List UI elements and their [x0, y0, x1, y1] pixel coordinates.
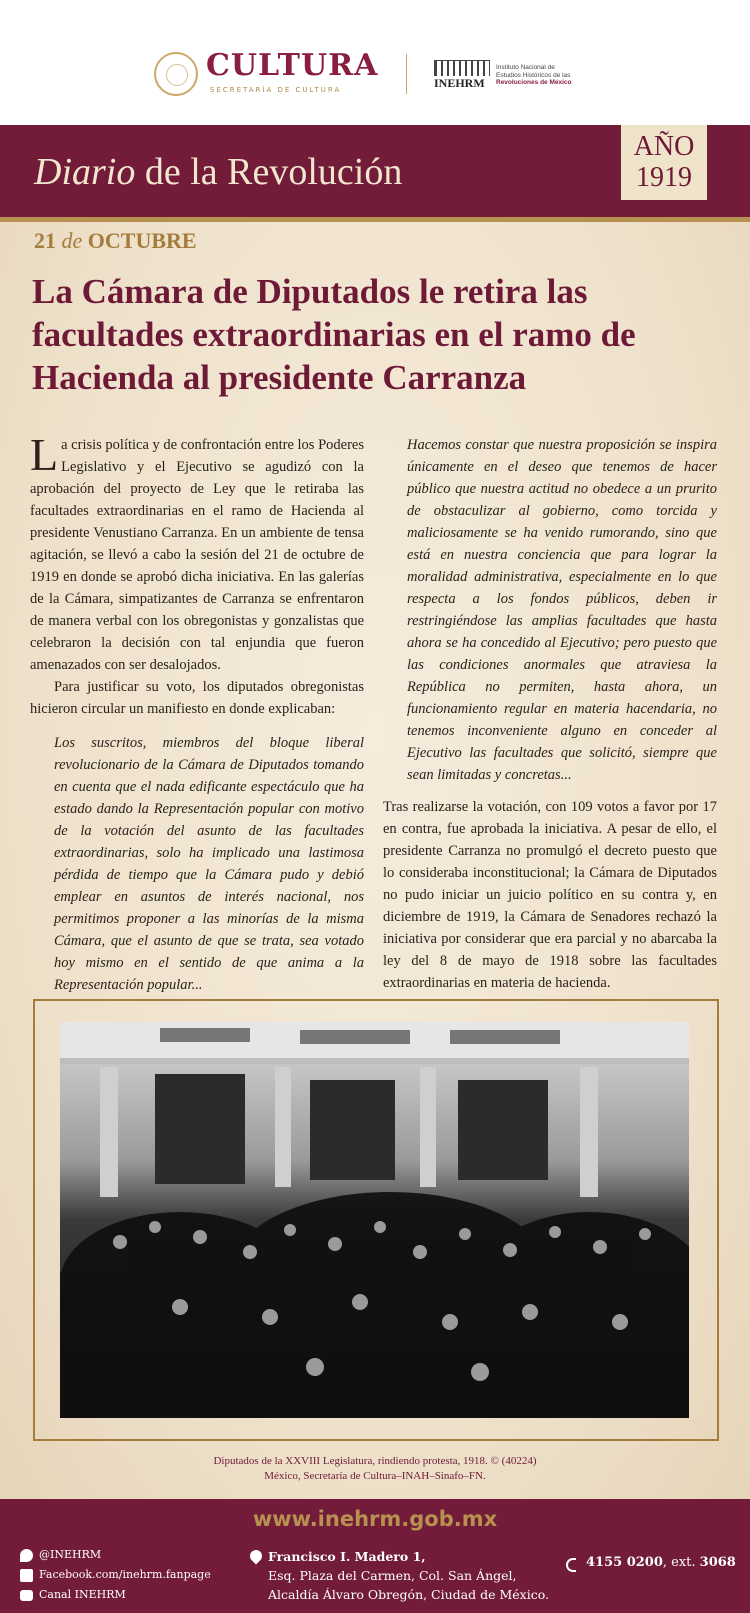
paragraph-1: La crisis política y de confrontación entre los Poderes Legislativo y el Ejecutivo se agudizó con la aprobación del proyecto de Ley que le retiraba las facultades extraordinarias en el ramo de Hacienda al presidente Venustiano Carranza. En un ambiente de tensa agitación, se llevó a cabo la sesión del 21 de octubre de 1919 en donde se aprobó dicha iniciativa. En las galerías de la Cámara, simpatizantes de Carranza se enfrentaron de manera verbal con los obregonistas y gonzalistas que celebraron la decisión con tal enjundia que fueron amenazados con ser desalojados.: [30, 429, 364, 673]
facebook-icon: [20, 1569, 33, 1582]
article-headline: La Cámara de Diputados le retira las facultades extraordinarias en el ramo de Hacienda al presidente Carranza: [32, 272, 636, 397]
year-value: 1919: [636, 162, 692, 193]
facebook-row[interactable]: Facebook.com/inehrm.fanpage: [20, 1565, 211, 1585]
drop-cap: L: [30, 429, 59, 480]
cultura-subtitle: SECRETARÍA DE CULTURA: [210, 86, 342, 94]
youtube-icon: [20, 1590, 33, 1601]
year-badge: [621, 125, 707, 200]
series-title: Diario de la Revolución: [34, 151, 403, 193]
paragraph-2: Para justificar su voto, los diputados obregonistas hicieron circular un manifiesto en donde explicaban:: [30, 679, 364, 717]
manifesto-quote-1: Los suscritos, miembros del bloque liberal revolucionario de la Cámara de Diputados tomando en cuenta que el nada edificante espectáculo que ha estado dando la Representación popular con motivo de la votación del asunto de las facultades extraordinarias, solo ha implicado una lastimosa pérdida de tiempo que la Cámara pudo y debió emplear en asuntos de interés nacional, nos permitimos proponer a las minorías de la misma Cámara, que el asunto de que se trata, sea votado hoy mismo en el sentido de que anima a la Representación popular...: [54, 735, 364, 993]
address: Francisco I. Madero 1, Esq. Plaza del Carmen, Col. San Ángel, Alcaldía Álvaro Obregón, Ciudad de México.: [268, 1549, 549, 1602]
cultura-logo: CULTURA: [206, 48, 379, 83]
historic-photo: [60, 1022, 689, 1418]
article-date: 21 de OCTUBRE: [34, 228, 197, 253]
youtube-row[interactable]: Canal INEHRM: [20, 1585, 211, 1605]
social-links: [20, 1545, 211, 1605]
website-link[interactable]: www.inehrm.gob.mx: [252, 1507, 498, 1531]
inehrm-building-icon: [434, 60, 490, 76]
manifesto-quote-2: Hacemos constar que nuestra proposición se inspira únicamente en el deseo que tenemos de hacer público que nuestra actitud no obedece a un prurito de obstaculizar al gobierno, como torcida y maliciosamente se ha venido rumorando, sino que está en nuestra conciencia que para lograr la moralidad administrativa, especialmente en lo que respecta a los fondos públicos, deben ir restringiéndose las amplias facultades que hasta ahora se ha concedido al Ejecutivo; pero puesto que las condiciones anormales que atraviesa la República no permiten, hasta ahora, un funcionamiento regular en materia hacendaria, no tenemos inconveniente alguno en conceder al Ejecutivo las facultades que solicitó, siempre que sean limitadas y concretas...: [407, 437, 717, 783]
phone-icon: [566, 1558, 576, 1572]
inehrm-logo: INEHRM: [434, 76, 485, 90]
paragraph-3: Tras realizarse la votación, con 109 votos a favor por 17 en contra, fue aprobada la iniciativa. A pesar de ello, el presidente Carranza no promulgó el decreto puesto que lo consideraba inconstitucional; la Cámara de Diputados no pudo iniciar un juicio político en su contra y, en diciembre de 1919, la Cámara de Senadores rechazó la iniciativa por considerar que era parcial y no abarcaba la ley del 8 de mayo de 1918 sobre las facultades extraordinarias en materia de hacienda.: [383, 799, 717, 991]
logo-header: [0, 0, 750, 125]
year-label: AÑO: [633, 131, 695, 162]
logo-divider: [406, 54, 407, 94]
chamber-photo-illustration: [60, 1022, 689, 1418]
article-column-right: [383, 434, 717, 994]
mexico-seal-icon: [154, 52, 198, 96]
inehrm-fullname: Instituto Nacional de Estudios Históricos de las Revoluciones de México: [496, 64, 572, 86]
phone-number: 4155 0200, ext. 3068: [586, 1555, 736, 1570]
twitter-row[interactable]: @INEHRM: [20, 1545, 211, 1565]
article-column-left: [30, 429, 364, 996]
photo-caption: Diputados de la XXVIII Legislatura, rindiendo protesta, 1918. © (40224) México, Secretaría de Cultura–INAH–Sinafo–FN.: [213, 1455, 537, 1482]
twitter-icon: [20, 1549, 33, 1562]
